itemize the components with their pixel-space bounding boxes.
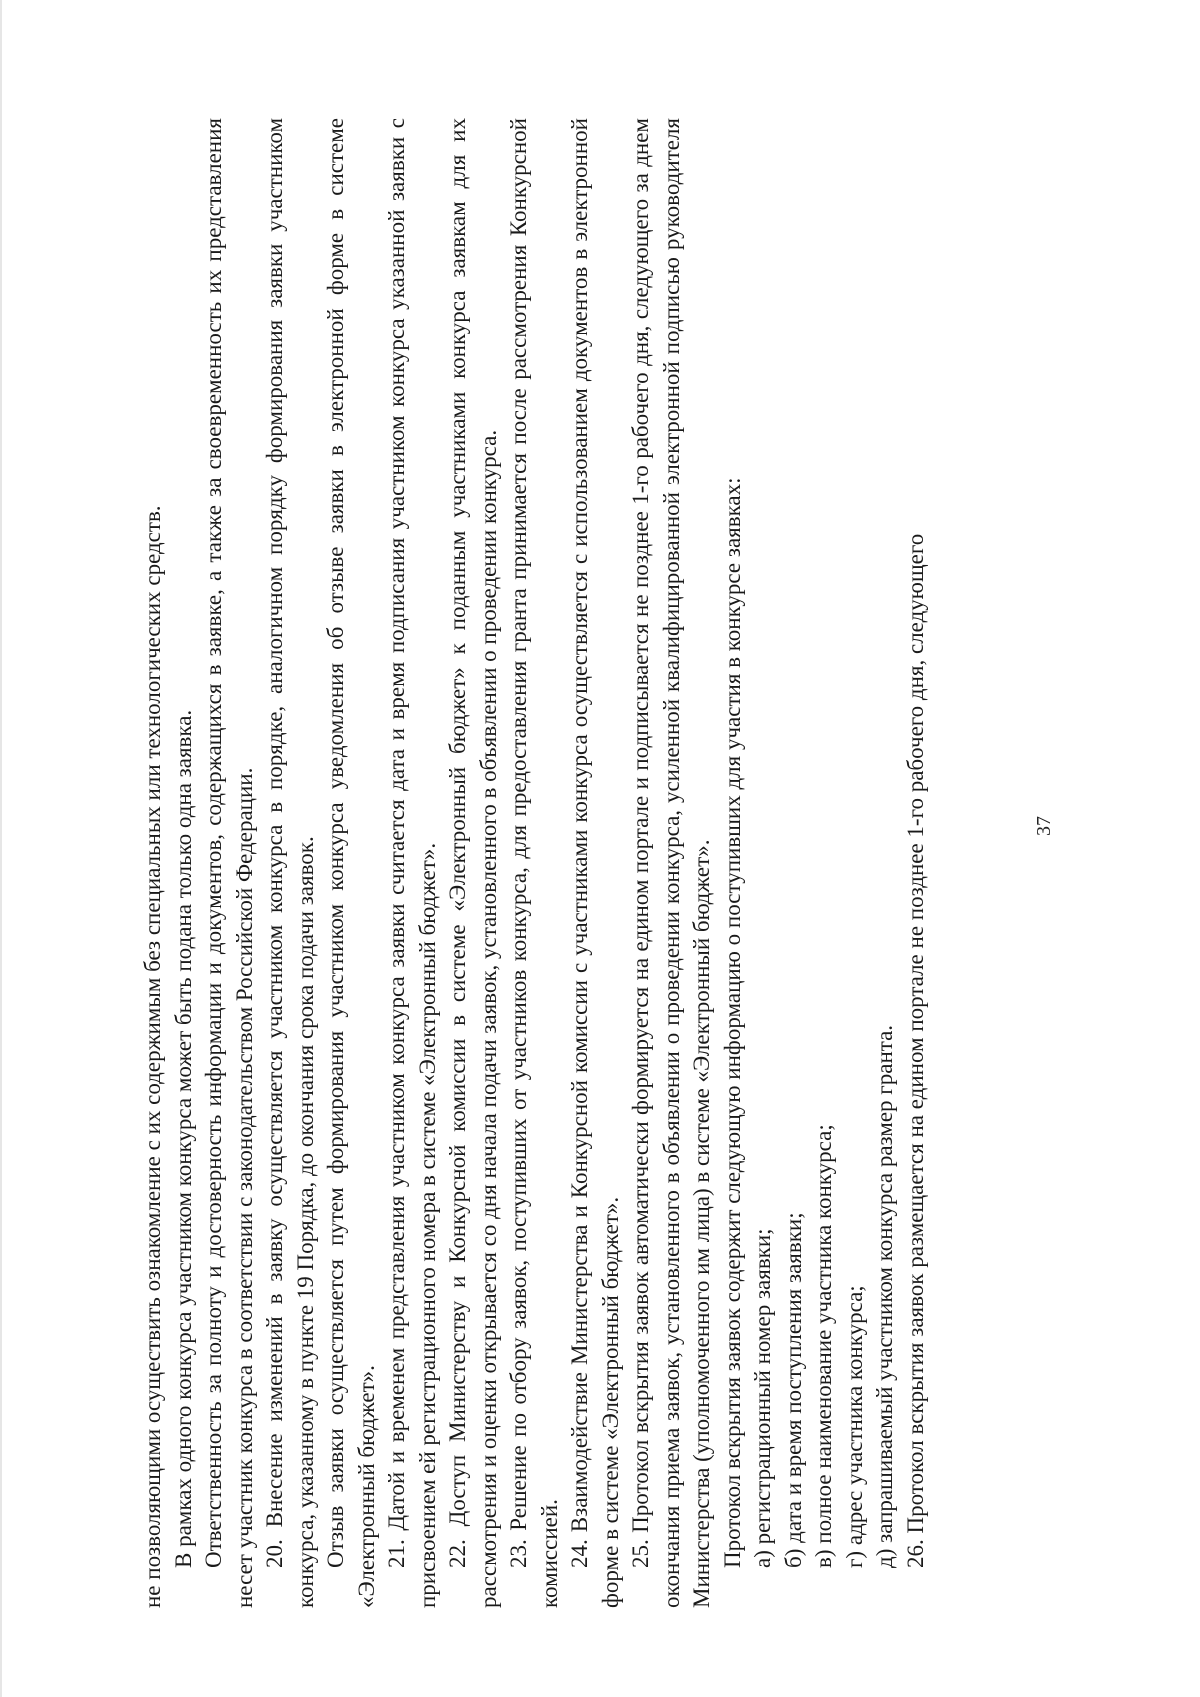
paragraph: Отзыв заявки осуществляется путем формирования участником конкурса уведомления об отзыве заявки в электронной форме в системе «Электронный бюджет». [323, 118, 379, 1608]
paragraph: 24. Взаимодействие Министерства и Конкурсной комиссии с участниками конкурса осуществляется с использованием документов в электронной форме в системе «Электронный бюджет». [567, 118, 623, 1608]
paragraph: д) запрашиваемый участником конкурса размер гранта. [872, 1024, 897, 1568]
scan-edge [0, 0, 2, 1697]
paragraph: Протокол вскрытия заявок содержит следующую информацию о поступивших для участия в конкурсе заявках: [719, 477, 745, 1568]
paragraph: 25. Протокол вскрытия заявок автоматически формируется на едином портале и подписывается не позднее 1-го рабочего дня, следующего за днем окончания приема заявок, установленного в объявлении о проведении конкурса, усиленной квалифицированной электронной подписью руководителя Министерства (уполномоченного им лица) в системе «Электронный бюджет». [628, 118, 714, 1608]
paragraph: 20. Внесение изменений в заявку осуществляется участником конкурса в порядке, аналогичном порядку формирования заявки участником конкурса, указанному в пункте 19 Порядка, до окончания срока подачи заявок. [262, 118, 318, 1608]
paragraph: 23. Решение по отбору заявок, поступивших от участников конкурса, для предоставления гранта принимается после рассмотрения Конкурсной комиссией. [506, 118, 562, 1608]
paragraph: 26. Протокол вскрытия заявок размещается на едином портале не позднее 1-го рабочего дня, следующего [902, 533, 928, 1568]
document-body [138, 118, 1068, 1608]
paragraph: не позволяющими осуществить ознакомление с их содержимым без специальных или технологических средств. [140, 505, 165, 1608]
paragraph: г) адрес участника конкурса; [841, 1285, 867, 1568]
paragraph: б) дата и время поступления заявки; [780, 1212, 806, 1568]
page-number: 37 [1033, 816, 1055, 836]
paragraph: а) регистрационный номер заявки; [750, 1228, 775, 1568]
paragraph: 22. Доступ Министерству и Конкурсной комиссии в системе «Электронный бюджет» к поданным участниками конкурса заявкам для их рассмотрения и оценки открывается со дня начала подачи заявок, установленного в объявлении о проведении конкурса. [445, 118, 501, 1608]
paragraph: В рамках одного конкурса участником конкурса может быть подана только одна заявка. [170, 709, 196, 1568]
paragraph: Ответственность за полноту и достоверность информации и документов, содержащихся в заявке, а также за своевременность их представления несет участник конкурса в соответствии с законодательством Российской Федерации. [201, 118, 257, 1608]
paragraph: в) полное наименование участника конкурса; [811, 1124, 836, 1568]
paragraph: 21. Датой и временем представления участником конкурса заявки считается дата и время подписания участником конкурса указанной заявки с присвоением ей регистрационного номера в системе «Электронный бюджет». [384, 118, 440, 1608]
